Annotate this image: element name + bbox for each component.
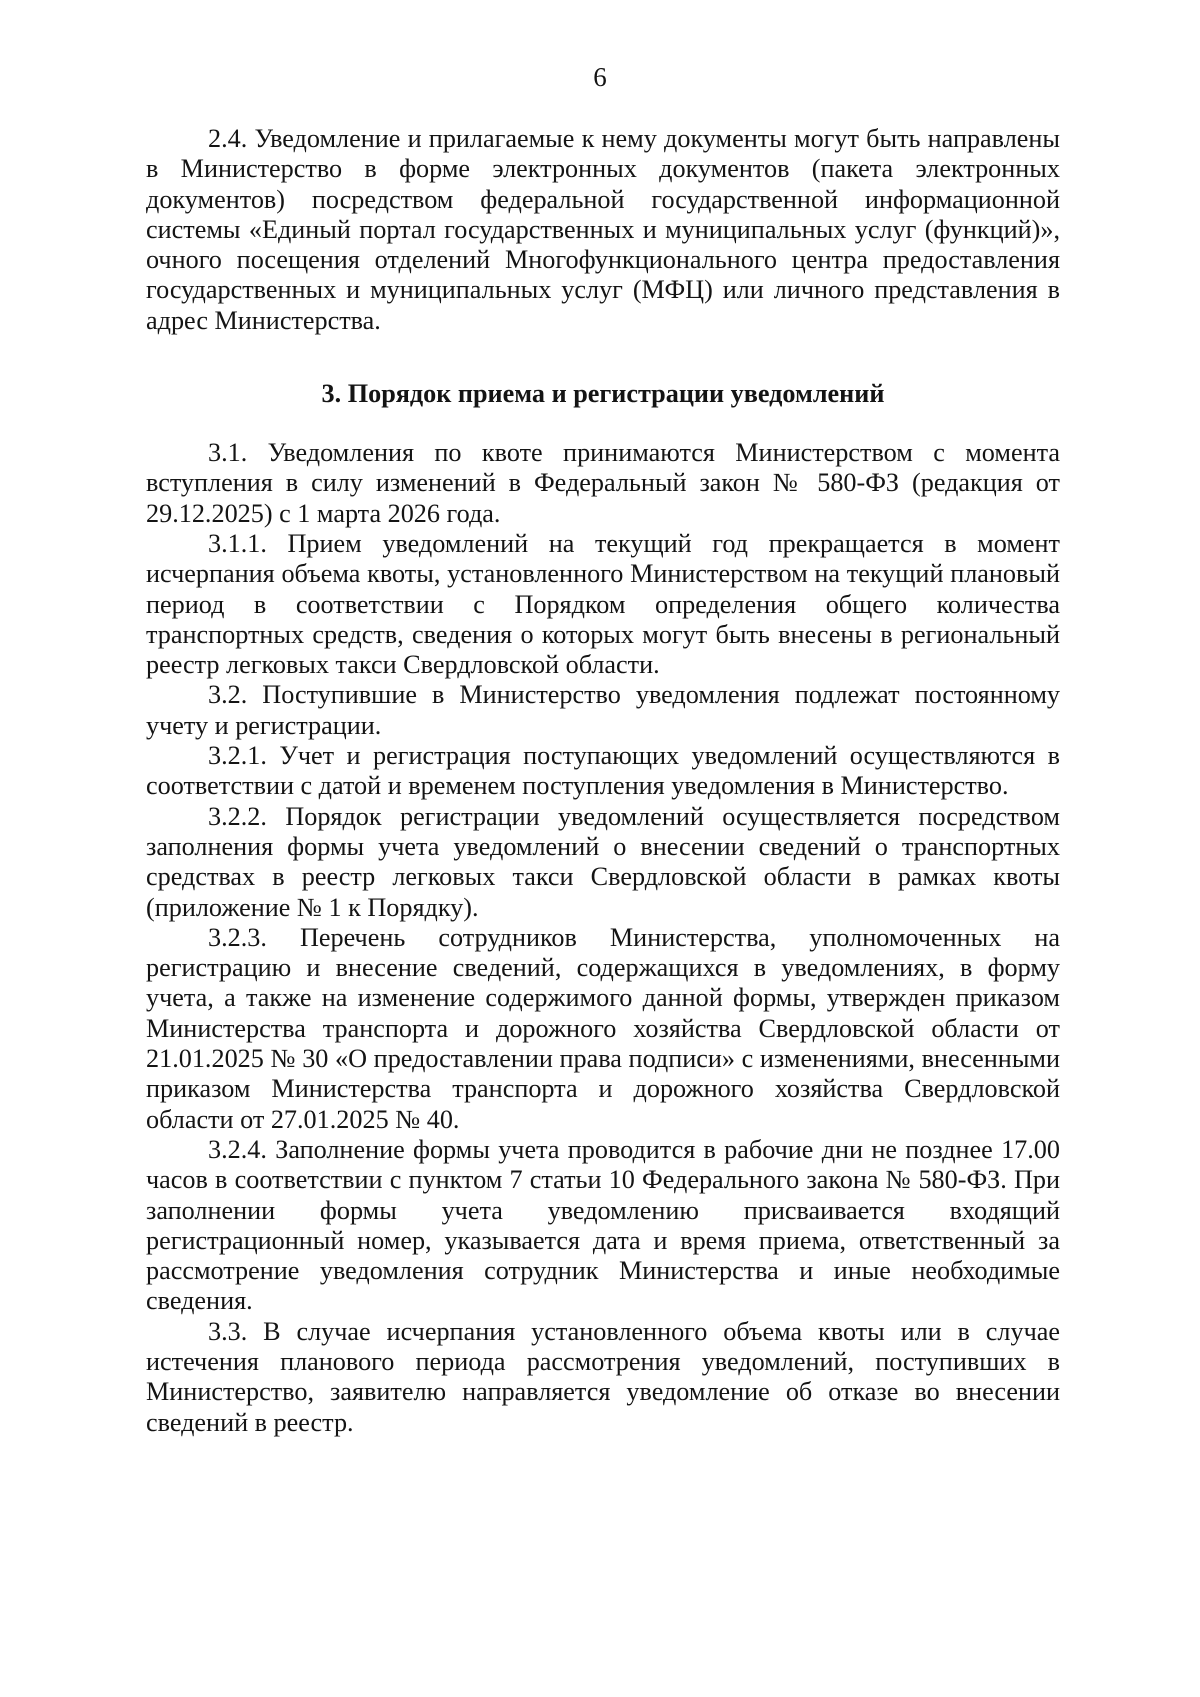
- paragraph-3-2-4: 3.2.4. Заполнение формы учета проводится в рабочие дни не позднее 17.00 часов в соответствии с пунктом 7 статьи 10 Федерального закона № 580-ФЗ. При заполнении формы учета уведомлению присваивается входящий регистрационный номер, указывается дата и время приема, ответственный за рассмотрение уведомления сотрудник Министерства и иные необходимые сведения.: [146, 1134, 1060, 1316]
- document-body: [146, 124, 1060, 1438]
- paragraph-3-2-2: 3.2.2. Порядок регистрации уведомлений осуществляется посредством заполнения формы учета уведомлений о внесении сведений о транспортных средствах в реестр легковых такси Свердловской области в рамках квоты (приложение № 1 к Порядку).: [146, 801, 1060, 922]
- paragraph-3-2: 3.2. Поступившие в Министерство уведомления подлежат постоянному учету и регистрации.: [146, 680, 1060, 740]
- paragraph-3-1: 3.1. Уведомления по квоте принимаются Министерством с момента вступления в силу изменений в Федеральный закон № 580-ФЗ (редакция от 29.12.2025) с 1 марта 2026 года.: [146, 438, 1060, 528]
- paragraph-2-4: 2.4. Уведомление и прилагаемые к нему документы могут быть направлены в Министерство в форме электронных документов (пакета электронных документов) посредством федеральной государственной информационной системы «Единый портал государственных и муниципальных услуг (функций)», очного посещения отделений Многофункционального центра предоставления государственных и муниципальных услуг (МФЦ) или личного представления в адрес Министерства.: [146, 124, 1060, 335]
- page-number: 6: [593, 62, 607, 92]
- paragraph-3-2-1: 3.2.1. Учет и регистрация поступающих уведомлений осуществляются в соответствии с датой и временем поступления уведомления в Министерство.: [146, 741, 1060, 801]
- paragraph-3-3: 3.3. В случае исчерпания установленного объема квоты или в случае истечения планового периода рассмотрения уведомлений, поступивших в Министерство, заявителю направляется уведомление об отказе во внесении сведений в реестр.: [146, 1316, 1060, 1437]
- paragraph-3-1-1: 3.1.1. Прием уведомлений на текущий год прекращается в момент исчерпания объема квоты, установленного Министерством на текущий плановый период в соответствии с Порядком определения общего количества транспортных средств, сведения о которых могут быть внесены в региональный реестр легковых такси Свердловской области.: [146, 528, 1060, 680]
- section-title: 3. Порядок приема и регистрации уведомлений: [321, 379, 885, 409]
- paragraph-3-2-3: 3.2.3. Перечень сотрудников Министерства, уполномоченных на регистрацию и внесение сведений, содержащихся в уведомлениях, в форму учета, а также на изменение содержимого данной формы, утвержден приказом Министерства транспорта и дорожного хозяйства Свердловской области от 21.01.2025 № 30 «О предоставлении права подписи» с изменениями, внесенными приказом Министерства транспорта и дорожного хозяйства Свердловской области от 27.01.2025 № 40.: [146, 922, 1060, 1134]
